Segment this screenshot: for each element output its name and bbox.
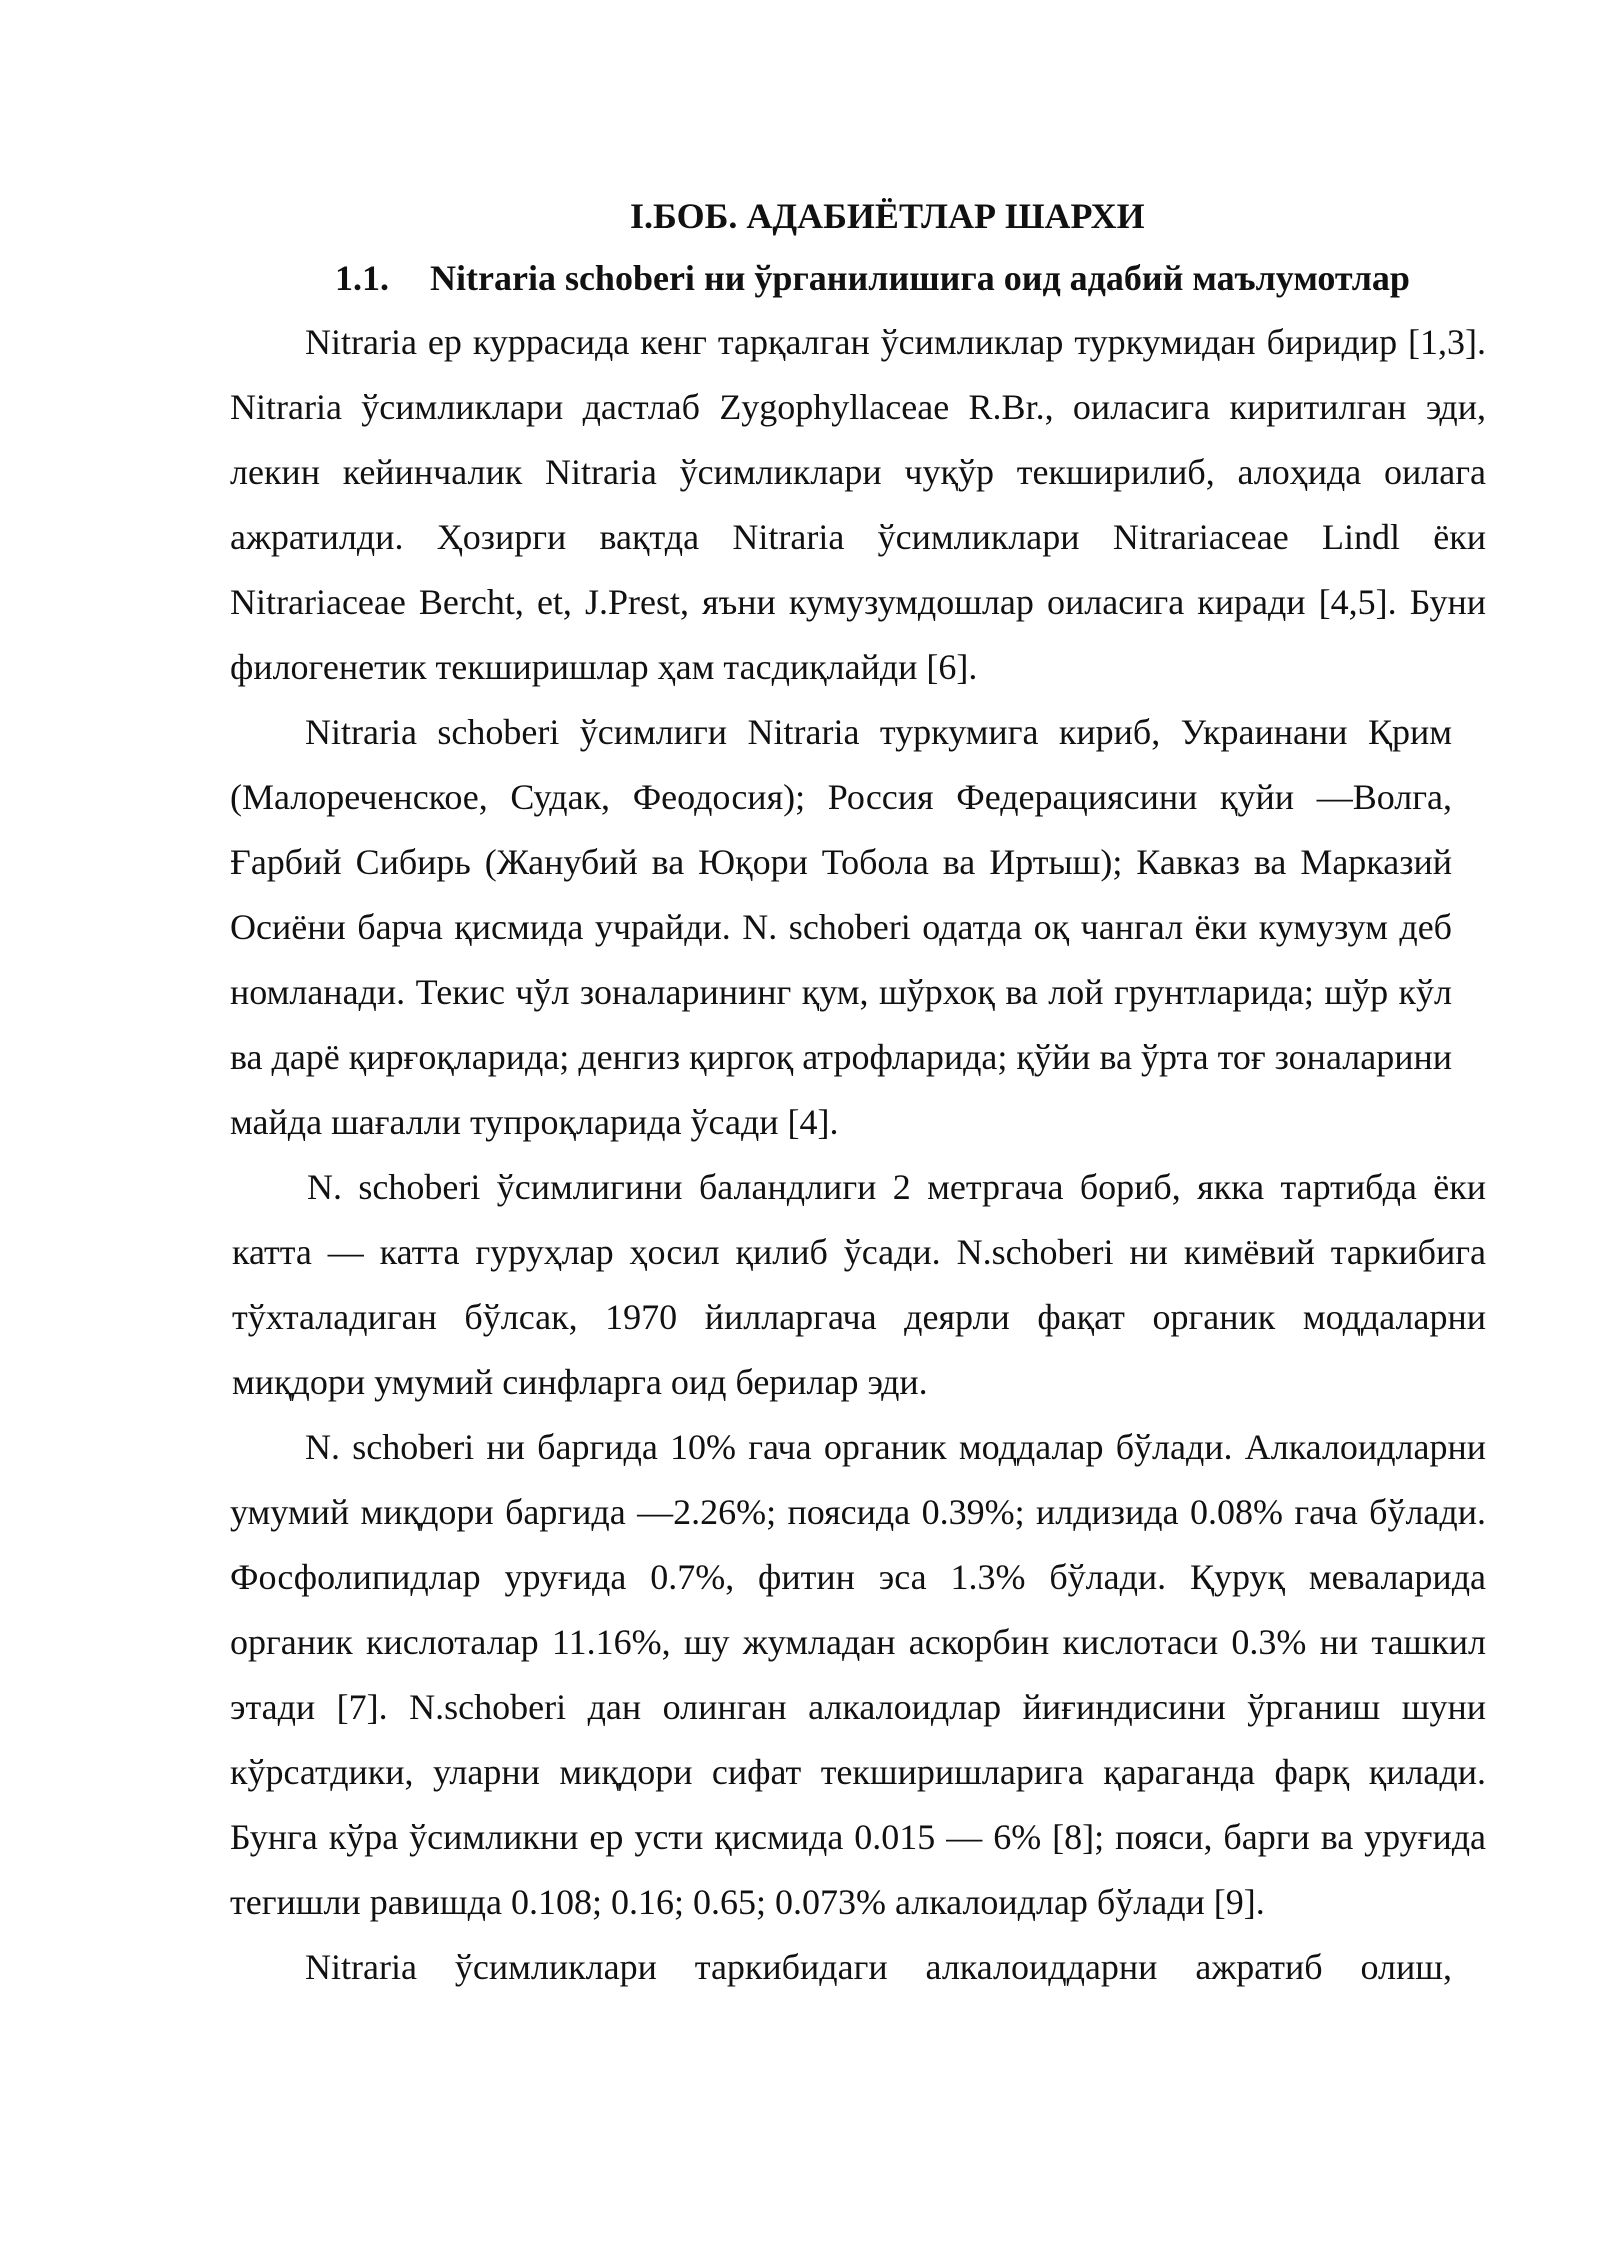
paragraph-3: N. schoberi ўсимлигини баландлиги 2 метргача бориб, якка тартибда ёки катта — катта гуруҳлар ҳосил қилиб ўсади. N.schoberi ни кимёвий таркибига тўхталадиган бўлсак, 1970 йилларгача деярли фақат органик моддаларни миқдори умумий синфларга оид берилар эди.: [232, 1167, 1486, 1402]
section-number: 1.1.: [335, 258, 389, 298]
chapter-title: I.БОБ. АДАБИЁТЛАР ШАРХИ: [630, 196, 1145, 236]
paragraph-2: Nitraria schoberi ўсимлиги Nitraria туркумига кириб, Украинани Қрим (Малореченское, Судак, Феодосия); Россия Федерациясини қуйи —Волга, Ғарбий Сибирь (Жанубий ва Юқори Тобола ва Иртыш); Кавказ ва Марказий Осиёни барча қисмида учрайди. N. schoberi одатда оқ чангал ёки кумузум деб номланади. Текис чўл зоналарининг қум, шўрхоқ ва лой грунтларида; шўр кўл ва дарё қирғоқларида; денгиз қиргоқ атрофларида; қўйи ва ўрта тоғ зоналарини майда шағалли тупроқларида ўсади [4].: [230, 712, 1452, 1142]
section-title: Nitraria schoberi ни ўрганилишига оид адабий маълумотлар: [430, 258, 1410, 298]
section-heading: [230, 252, 1486, 304]
paragraph-1: Nitraria ер куррасида кенг тарқалган ўсимликлар туркумидан биридир [1,3]. Nitraria ўсимликлари дастлаб Zygophyllaceae R.Br., оиласига киритилган эди, лекин кейинчалик Nitraria ўсимликлари чуқўр текширилиб, алоҳида оилага ажратилди. Ҳозирги вақтда Nitraria ўсимликлари Nitrariaceae Lindl ёки Nitrariaceae Bercht, et, J.Prest, яъни кумузумдошлар оиласига киради [4,5]. Буни филогенетик текширишлар ҳам тасдиқлайди [6].: [230, 322, 1486, 687]
paragraph-5: Nitraria ўсимликлари таркибидаги алкалоиддарни ажратиб олиш,: [305, 1947, 1452, 1987]
document-page: [230, 190, 1486, 2000]
paragraph-4: N. schoberi ни баргида 10% гача органик моддалар бўлади. Алкалоидларни умумий миқдори баргида —2.26%; поясида 0.39%; илдизида 0.08% гача бўлади. Фосфолипидлар уруғида 0.7%, фитин эса 1.3% бўлади. Қуруқ меваларида органик кислоталар 11.16%, шу жумладан аскорбин кислотаси 0.3% ни ташкил этади [7]. N.schoberi дан олинган алкалоидлар йиғиндисини ўрганиш шуни кўрсатдики, уларни миқдори сифат текширишларига қараганда фарқ қилади. Бунга кўра ўсимликни ер усти қисмида 0.015 — 6% [8]; пояси, барги ва уруғида тегишли равишда 0.108; 0.16; 0.65; 0.073% алкалоидлар бўлади [9].: [230, 1427, 1486, 1922]
